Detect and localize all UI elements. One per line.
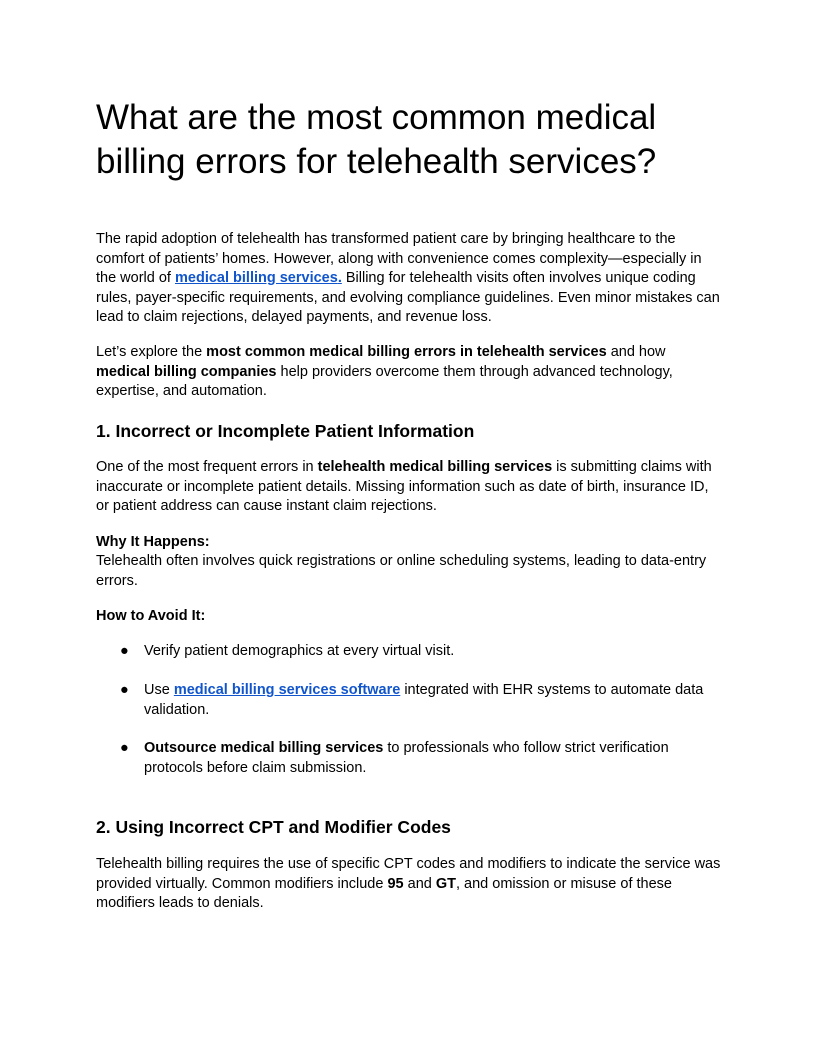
bold-phrase: medical billing companies — [96, 363, 277, 380]
list-text: Use — [144, 682, 174, 698]
section-text: One of the most frequent errors in — [96, 459, 318, 475]
bullet-icon: ● — [120, 643, 129, 659]
link-punctuation[interactable]: . — [337, 270, 342, 286]
billing-software-link[interactable]: medical billing services software — [173, 682, 401, 698]
section-2-heading: 2. Using Incorrect CPT and Modifier Codes — [96, 817, 451, 837]
section-text: Telehealth billing requires the use of specific CPT codes and modifiers to indicate the service was provided virtually. Common modifiers include — [96, 856, 721, 892]
intro-text: help providers overcome them through advanced technology, expertise, and automation. — [96, 363, 673, 399]
section-2-paragraph — [96, 855, 722, 914]
section-1-paragraph — [96, 458, 722, 517]
intro-paragraph-1 — [96, 230, 722, 328]
intro-paragraph-2 — [96, 343, 722, 402]
list-item-text — [144, 681, 722, 720]
section-text: and — [403, 875, 436, 892]
bold-phrase: Outsource medical billing services — [144, 740, 384, 756]
intro-text: The rapid adoption of telehealth has transformed patient care by bringing healthcare to the comfort of patients’ homes. However, along with convenience comes complexity—especially in the world of — [96, 231, 702, 286]
medical-billing-services-link[interactable]: medical billing services — [175, 270, 338, 286]
page-title: What are the most common medical billing errors for telehealth services? — [96, 98, 657, 181]
bold-code: GT — [435, 875, 456, 892]
why-it-happens-text: Telehealth often involves quick registrations or online scheduling systems, leading to data-entry errors. — [96, 553, 707, 589]
how-to-avoid-label: How to Avoid It: — [96, 608, 206, 624]
bold-phrase: most common medical billing errors in telehealth services — [206, 344, 607, 360]
list-item-text — [144, 739, 722, 778]
intro-text: Let’s explore the — [96, 344, 207, 360]
bold-code: 95 — [387, 875, 404, 892]
list-text: to professionals who follow strict verification protocols before claim submission. — [144, 740, 669, 776]
section-1-heading: 1. Incorrect or Incomplete Patient Information — [96, 421, 475, 441]
bullet-icon: ● — [120, 740, 129, 756]
list-item-text: Verify patient demographics at every virtual visit. — [144, 643, 455, 659]
list-text: integrated with EHR systems to automate data validation. — [144, 682, 704, 718]
section-text: is submitting claims with inaccurate or incomplete patient details. Missing information such as date of birth, insurance ID, or patient address can cause instant claim rejections. — [96, 459, 712, 514]
intro-text: Billing for telehealth visits often involves unique coding rules, payer-specific requirements, and evolving compliance guidelines. Even minor mistakes can lead to claim rejections, delayed payments, and revenue loss. — [96, 270, 720, 325]
bold-phrase: telehealth medical billing services — [317, 459, 553, 475]
section-text: , and omission or misuse of these modifiers leads to denials. — [96, 875, 672, 911]
bullet-icon: ● — [120, 682, 129, 698]
why-it-happens-label: Why It Happens: — [96, 534, 210, 550]
intro-text: and how — [606, 344, 666, 360]
